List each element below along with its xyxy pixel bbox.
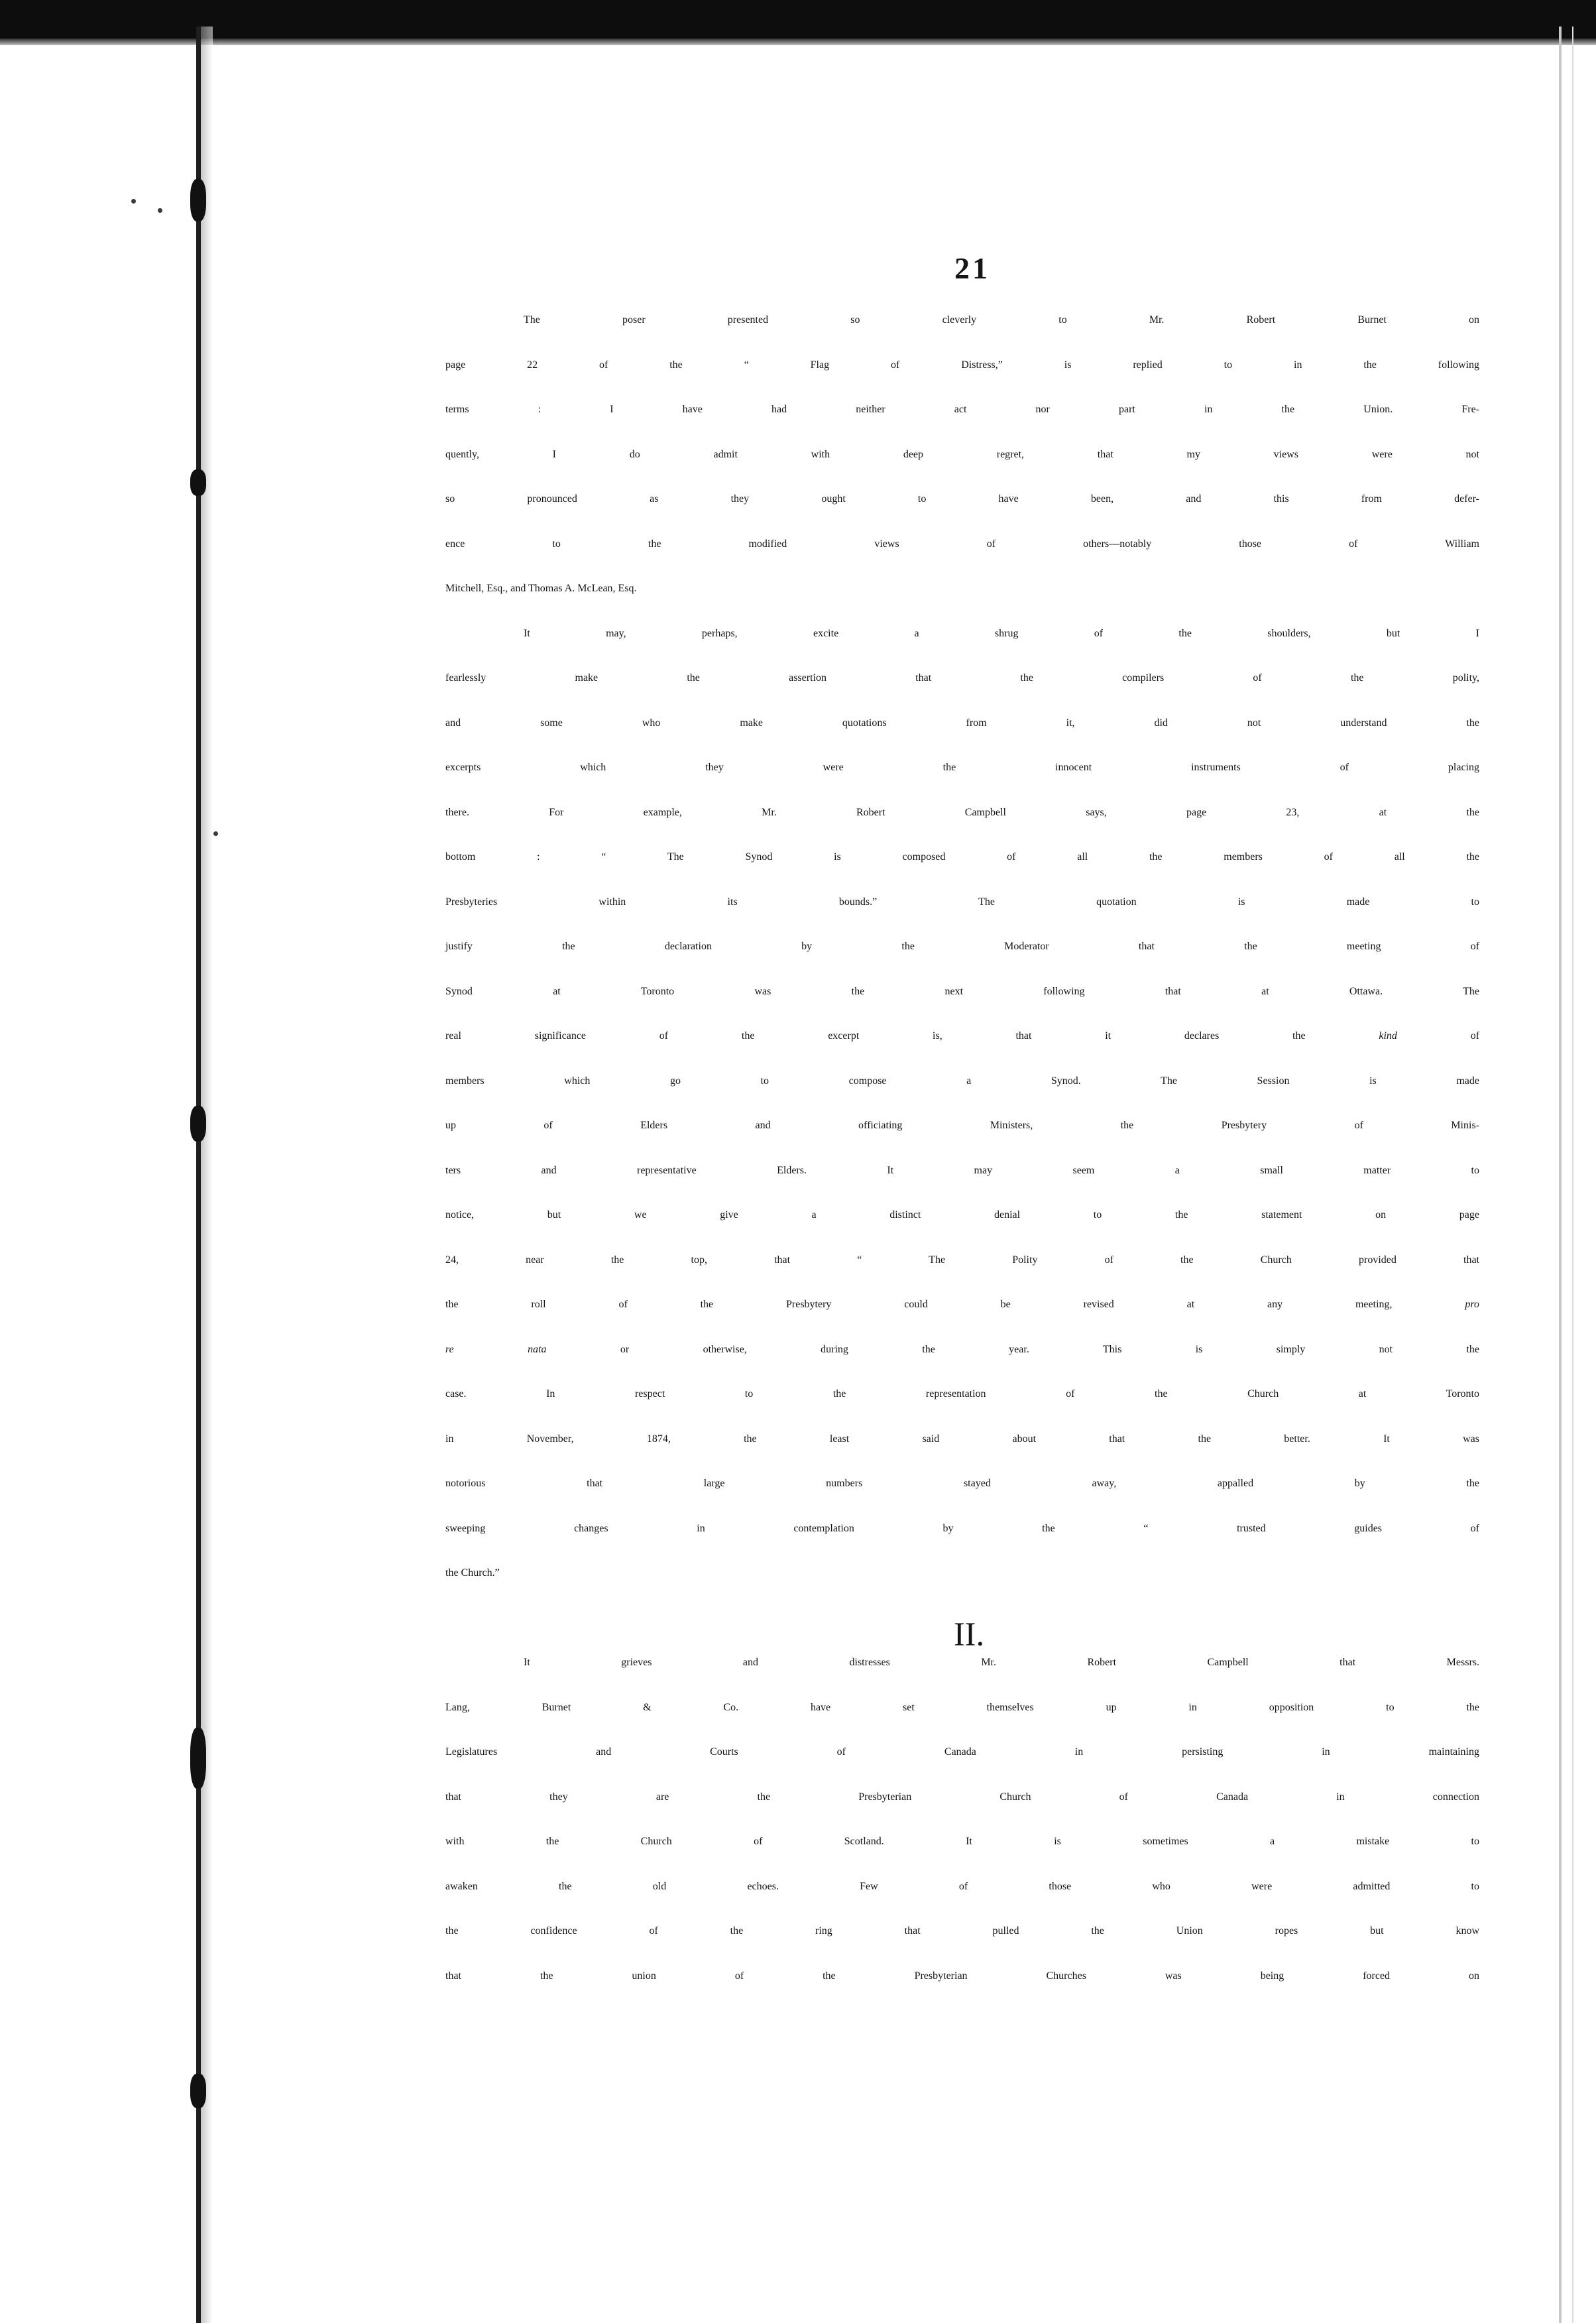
text-line: ence to the modified views of others—notably those of William xyxy=(445,538,1479,550)
text-line: sweeping changes in contemplation by the “ trusted guides of xyxy=(445,1522,1479,1534)
scan-speck xyxy=(158,208,162,213)
text-line: awaken the old echoes. Few of those who were admitted to xyxy=(445,1880,1479,1892)
text-line: terms : I have had neither act nor part in the Union. Fre- xyxy=(445,404,1479,415)
text-line: Synod at Toronto was the next following that at Ottawa. The xyxy=(445,985,1479,997)
text-segment: or otherwise, during the year. This is simply not the xyxy=(620,1343,1479,1355)
text-line: The poser presented so cleverly to Mr. Robert Burnet on xyxy=(524,314,1479,326)
binding-stitch xyxy=(190,1106,206,1142)
text-line: quently, I do admit with deep regret, that my views were not xyxy=(445,448,1479,460)
text-line: ters and representative Elders. It may seem a small matter to xyxy=(445,1164,1479,1176)
text-line xyxy=(445,1030,1479,1075)
binding-line xyxy=(196,27,201,2323)
scan-top-border xyxy=(0,0,1596,41)
text-line: excerpts which they were the innocent instruments of placing xyxy=(445,762,1479,773)
binding-stitch xyxy=(190,2074,206,2108)
page-right-edge xyxy=(1559,27,1562,2323)
text-line: up of Elders and officiating Ministers, the Presbytery of Minis- xyxy=(445,1120,1479,1131)
italic-word: re nata xyxy=(445,1343,547,1355)
text-line: Mitchell, Esq., and Thomas A. McLean, Esq. xyxy=(445,583,637,594)
italic-word: kind xyxy=(1379,1030,1397,1042)
text-line: there. For example, Mr. Robert Campbell says, page 23, at the xyxy=(445,806,1479,818)
scan-top-border-edge xyxy=(0,38,1596,45)
text-line: notorious that large numbers stayed away, appalled by the xyxy=(445,1478,1479,1489)
text-line: so pronounced as they ought to have been, and this from defer- xyxy=(445,493,1479,505)
text-line: case. In respect to the representation of the Church at Toronto xyxy=(445,1388,1479,1400)
text-line: with the Church of Scotland. It is sometimes a mistake to xyxy=(445,1836,1479,1847)
text-line: the Church.” xyxy=(445,1567,500,1578)
text-line: It grieves and distresses Mr. Robert Campbell that Messrs. xyxy=(524,1657,1479,1668)
binding-stitch xyxy=(190,1728,206,1789)
text-line: that the union of the Presbyterian Churches was being forced on xyxy=(445,1970,1479,1982)
text-line: notice, but we give a distinct denial to the statement on page xyxy=(445,1209,1479,1221)
page-number: 21 xyxy=(954,251,990,285)
paragraph-3 xyxy=(445,1657,1479,2015)
text-line: Presbyteries within its bounds.” The quotation is made to xyxy=(445,896,1479,908)
binding-shadow xyxy=(201,27,213,2323)
text-line: It may, perhaps, excite a shrug of the shoulders, but I xyxy=(524,627,1479,639)
section-heading: II. xyxy=(953,1615,985,1653)
page-right-edge-inner xyxy=(1572,27,1573,2323)
text-line: 24, near the top, that “ The Polity of the Church provided that xyxy=(445,1254,1479,1266)
body-text xyxy=(445,314,1479,2015)
scan-speck xyxy=(213,831,218,836)
italic-word: pro xyxy=(1465,1299,1480,1310)
text-segment: the roll of the Presbytery could be revised at any meeting, xyxy=(445,1299,1393,1310)
text-line: and some who make quotations from it, did not understand the xyxy=(445,717,1479,729)
text-line: page 22 of the “ Flag of Distress,” is replied to in the following xyxy=(445,359,1479,371)
text-line: Legislatures and Courts of Canada in persisting in maintaining xyxy=(445,1746,1479,1757)
text-line: justify the declaration by the Moderator that the meeting of xyxy=(445,941,1479,952)
text-line: that they are the Presbyterian Church of Canada in connection xyxy=(445,1791,1479,1803)
text-line: fearlessly make the assertion that the compilers of the polity, xyxy=(445,672,1479,684)
text-line: in November, 1874, the least said about that the better. It was xyxy=(445,1433,1479,1445)
text-segment: of xyxy=(1470,1030,1480,1042)
text-line: members which go to compose a Synod. The Session is made xyxy=(445,1075,1479,1087)
text-line: the confidence of the ring that pulled the Union ropes but know xyxy=(445,1925,1479,1936)
text-line xyxy=(445,1344,1479,1389)
text-segment: real significance of the excerpt is, that it declares the xyxy=(445,1030,1306,1042)
text-line xyxy=(445,1299,1479,1344)
binding-stitch xyxy=(190,179,206,221)
text-line: Lang, Burnet & Co. have set themselves up in opposition to the xyxy=(445,1701,1479,1713)
binding-stitch xyxy=(190,469,206,496)
scan-speck xyxy=(131,199,136,204)
paragraph-2 xyxy=(445,628,1479,1612)
paragraph-1 xyxy=(445,314,1479,628)
text-line: bottom : “ The Synod is composed of all the members of all the xyxy=(445,851,1479,863)
